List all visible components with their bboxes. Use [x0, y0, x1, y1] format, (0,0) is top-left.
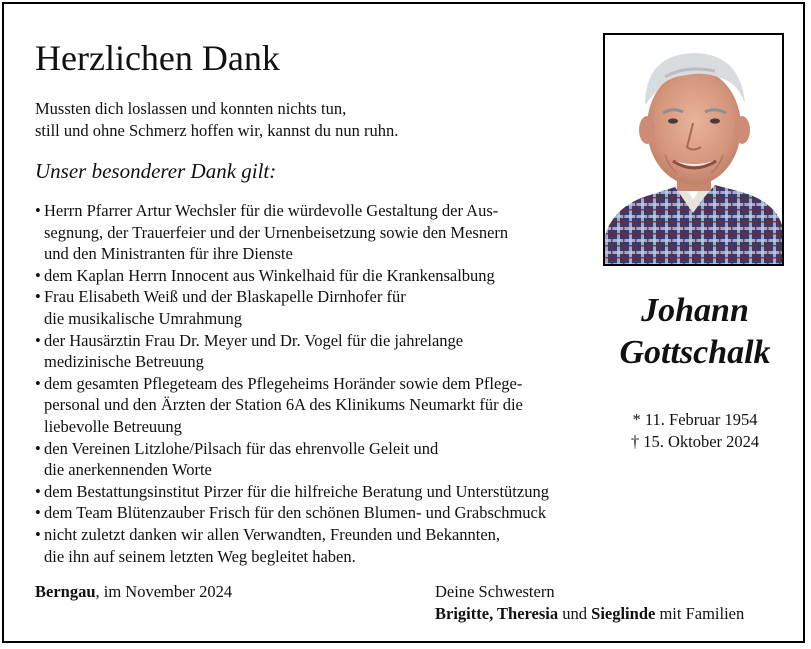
- bullet-icon: •: [35, 481, 41, 501]
- list-item-line: die ihn auf seinem letzten Weg begleitet haben.: [44, 546, 356, 566]
- bullet-icon: •: [35, 201, 41, 220]
- signature-names: [435, 603, 744, 625]
- portrait-photo: [603, 33, 784, 266]
- list-item: [35, 265, 549, 287]
- separator: und: [558, 604, 592, 623]
- list-item-line: dem Team Blütenzauber Frisch für den schönen Blumen- und Grabschmuck: [44, 503, 547, 523]
- list-item: [35, 502, 549, 524]
- obituary-card: [2, 2, 805, 643]
- poem-line: still und ohne Schmerz hoffen wir, kannst du nun ruhn.: [35, 121, 399, 140]
- signature-intro: Deine Schwestern: [435, 582, 555, 601]
- date-text: , im November 2024: [95, 582, 233, 601]
- sister-name: Theresia: [497, 604, 559, 623]
- portrait-illustration: [605, 35, 782, 264]
- page-title: Herzlichen Dank: [35, 38, 280, 78]
- list-item: [35, 286, 549, 329]
- list-item-line: personal und den Ärzten der Station 6A des Klinikums Neumarkt für die: [44, 395, 523, 415]
- bullet-icon: •: [35, 373, 41, 393]
- place-and-date: [35, 581, 232, 603]
- bullet-icon: •: [35, 524, 41, 544]
- bullet-icon: •: [35, 438, 41, 458]
- deceased-last-name: Gottschalk: [619, 334, 771, 371]
- signature-block: [435, 581, 744, 625]
- bullet-icon: •: [35, 330, 41, 350]
- list-item-line: die anerkennenden Worte: [44, 460, 212, 480]
- separator: ,: [489, 604, 498, 623]
- list-item: [35, 438, 549, 481]
- list-item: [35, 481, 549, 503]
- list-item-line: dem gesamten Pflegeteam des Pflegeheims Horänder sowie dem Pflege-: [44, 373, 523, 393]
- list-item-line: Frau Elisabeth Weiß und der Blaskapelle Dirnhofer für: [44, 287, 406, 307]
- list-item: [35, 330, 549, 373]
- bullet-icon: •: [35, 265, 41, 285]
- list-item-line: medizinische Betreuung: [44, 352, 204, 372]
- list-item: [35, 200, 549, 265]
- poem-block: [35, 98, 398, 142]
- sister-name: Sieglinde: [591, 604, 656, 623]
- death-date: † 15. Oktober 2024: [630, 432, 760, 451]
- poem-line: Mussten dich loslassen und konnten nichts tun,: [35, 99, 347, 118]
- place-name: Berngau: [35, 582, 96, 601]
- list-item-line: segnung, der Trauerfeier und der Urnenbeisetzung sowie den Mesnern: [44, 222, 509, 242]
- bullet-icon: •: [35, 503, 41, 523]
- thanks-list: [35, 200, 549, 567]
- list-item-line: der Hausärztin Frau Dr. Meyer und Dr. Vogel für die jahrelange: [44, 330, 464, 350]
- life-dates: [610, 409, 780, 453]
- thanks-subtitle: Unser besonderer Dank gilt:: [35, 159, 277, 183]
- list-item-line: den Vereinen Litzlohe/Pilsach für das ehrenvolle Geleit und: [44, 438, 439, 458]
- list-item-line: und den Ministranten für ihre Dienste: [44, 244, 293, 264]
- list-item: [35, 373, 549, 438]
- list-item-line: nicht zuletzt danken wir allen Verwandten, Freunden und Bekannten,: [44, 524, 501, 544]
- deceased-first-name: Johann: [641, 292, 749, 329]
- birth-date: * 11. Februar 1954: [632, 410, 758, 429]
- list-item-line: liebevolle Betreuung: [44, 416, 182, 436]
- sister-name: Brigitte: [435, 604, 490, 623]
- list-item-line: dem Kaplan Herrn Innocent aus Winkelhaid für die Krankensalbung: [44, 265, 495, 285]
- list-item: [35, 524, 549, 567]
- list-item-line: Herrn Pfarrer Artur Wechsler für die würdevolle Gestaltung der Aus-: [44, 201, 499, 220]
- list-item-line: die musikalische Umrahmung: [44, 308, 242, 328]
- list-item-line: dem Bestattungsinstitut Pirzer für die hilfreiche Beratung und Unterstützung: [44, 481, 549, 501]
- bullet-icon: •: [35, 287, 41, 307]
- signature-closing: mit Familien: [655, 604, 745, 623]
